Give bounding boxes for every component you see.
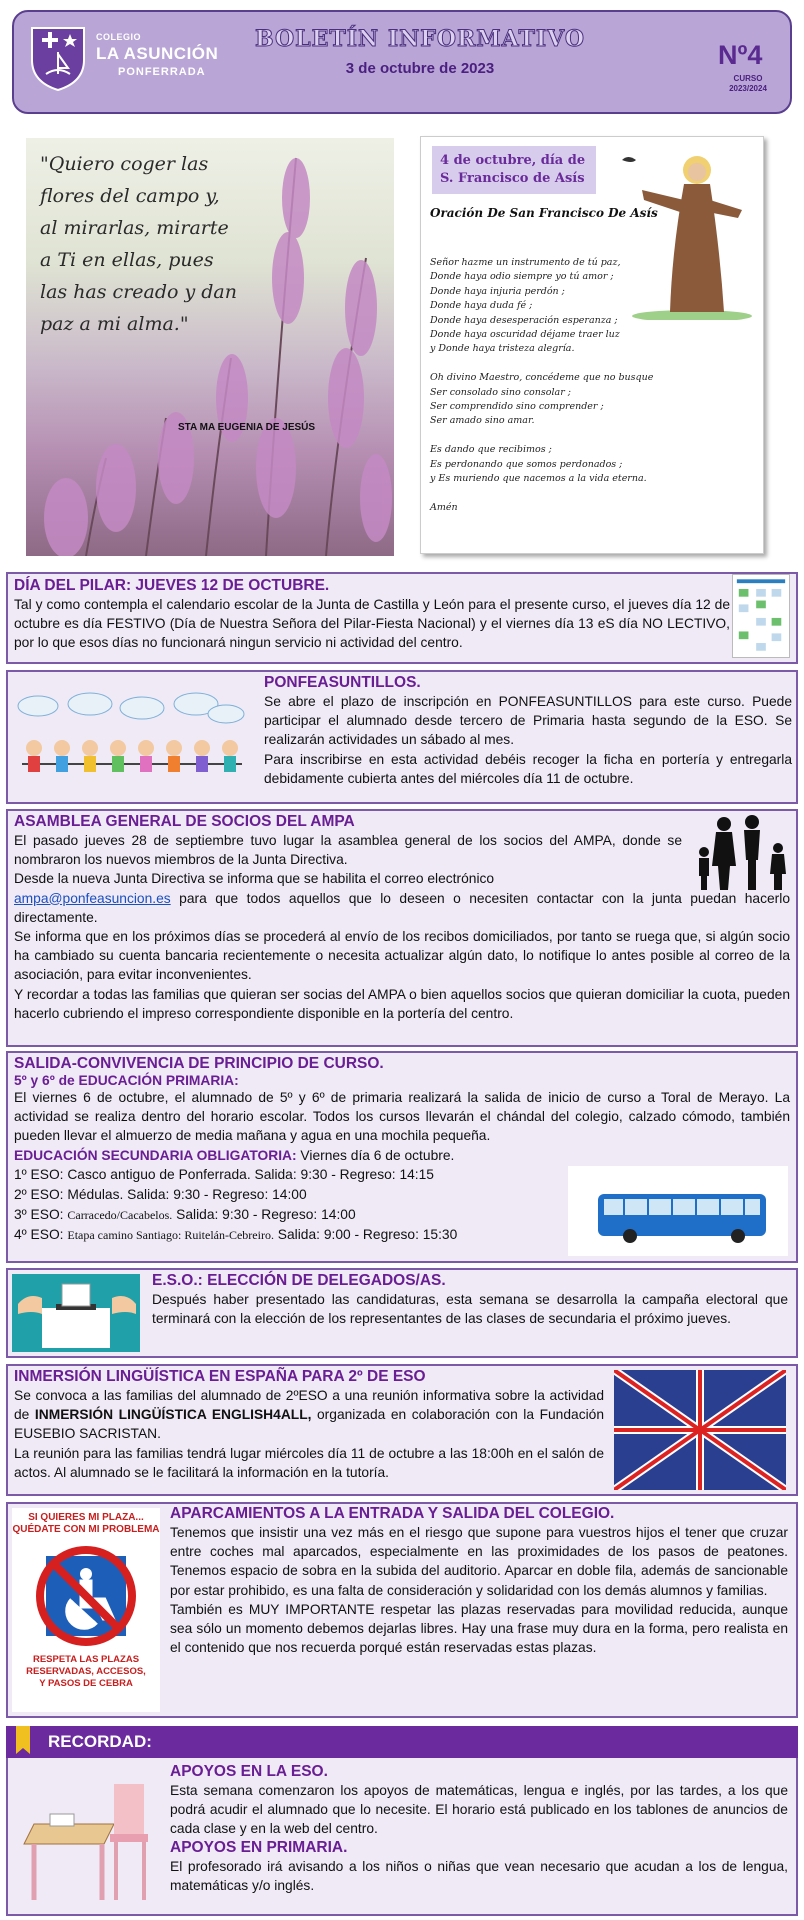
curso-label: CURSO [733,74,763,83]
sign-bottom1: RESPETA LAS PLAZAS [32,1654,140,1665]
bulletin-date: 3 de octubre de 2023 [345,60,495,77]
salida-p1: El viernes 6 de octubre, el alumnado de 5º y 6º de primaria realizará la salida de inicio de curso a Toral de Merayo. La actividad se realiza dentro del horario escolar. Todos los cursos llevarán el chándal del colegio, calzado cómodo, también pueden llevar el almuerzo de media mañana y agua en una mochila pequeña. [14,1090,790,1144]
pilar-content [14,577,730,653]
ampa-title: ASAMBLEA GENERAL DE SOCIOS DEL AMPA [14,813,355,830]
inmersion-p1b: INMERSIÓN LINGÜÍSTICA ENGLISH4ALL, [34,1407,312,1423]
ponfe-p2: Para inscribirse en esta actividad debéis recoger la ficha en portería y entregarla debidamente cubierta antes del miércoles día 11 de octubre. [264,751,792,786]
bulletin-title: BOLETÍN INFORMATIVO [254,26,586,52]
parking-sign [12,1508,160,1712]
eso-trip-place: Carracedo/Cacabelos. [67,1208,173,1223]
prayer-line: Donde haya desesperación esperanza ; [430,314,618,326]
eso-content [152,1272,788,1328]
logo-colegio: COLEGIO [96,32,142,42]
ampa-p3: Se informa que en los próximos días se procederá al envío de los recibos domiciliados, por tanto se ruega que, si algún socio ha cambiado su cuenta bancaria recientemente o necesita actualizar algún dato, lo notifique lo antes posible al correo de la asociación, para evitar inconvenientes. [14,929,790,983]
logo-city: PONFERRADA [118,66,206,78]
parking-p1: Tenemos que insistir una vez más en el riesgo que supone para vuestros hijos el tener que cruzar entre coches mal aparcados, especialmente en las proximidades de los pasos de peatones. Tenemos espacio de sobra en la subida del auditorio. Aparcar en doble fila, además de sancionable por estar prohibido, es una falta de consideración y solidaridad con los demás alumnos y familias. [170,1525,788,1598]
hero-quote: "Quiero coger las flores del campo y, al mirarlas, mirarte a Ti en ellas, pues las has creado y dan paz a mi alma." [40,153,237,335]
inmersion-p1a: Se convoca a las familias del alumnado de 2ºESO a una reunión informativa sobre la actividad de [14,1388,604,1423]
prayer-line: Donde haya oscuridad déjame traer luz [430,329,620,341]
ampa-p2a: Desde la nueva Junta Directiva se informa que se habilita el correo electrónico [14,871,495,887]
eso-trip-times: Salida: 9:30 - Regreso: 14:00 [172,1207,356,1223]
bookmark-icon [14,1726,32,1758]
eso-trip-course: 4º ESO: [14,1227,68,1243]
school-shield-icon [28,24,88,92]
eso-trip-times: Salida: 9:30 - Regreso: 14:00 [123,1187,307,1203]
recordad-p2: El profesorado irá avisando a los niños o niñas que vean necesario que acudan a los de lengua, matemáticas y/o inglés. [170,1858,788,1893]
sign-bottom3: Y PASOS DE CEBRA [39,1678,133,1689]
sign-top [12,1512,160,1536]
ampa-email-link[interactable]: ampa@ponfeasuncion.es [14,890,171,906]
salida-eso-date: Viernes día 6 de octubre. [296,1147,455,1163]
no-parking-disabled-icon [34,1544,138,1648]
ampa-p2b: para que todos aquellos que lo deseen o necesiten contactar con la junta puedan hacerlo directamente. [14,890,790,925]
salida-title: SALIDA-CONVIVENCIA DE PRINCIPIO DE CURSO. [14,1055,384,1072]
prayer-line: Es dando que recibimos ; [430,444,552,456]
saint-day-label [432,146,596,194]
ponfe-content [264,674,792,788]
inmersion-p1 [14,1386,604,1444]
saint-day-line1: 4 de octubre, día de [440,153,586,168]
salida-eso-line [14,1146,790,1165]
ballot-box-icon [12,1274,140,1352]
quote-author: STA MA EUGENIA DE JESÚS [178,422,316,433]
prayer-line [430,486,730,500]
prayer-line: Oh divino Maestro, concédeme que no busque [430,372,654,384]
prayer-line: Señor hazme un instrumento de tú paz, [430,257,621,268]
union-jack-flags-icon [614,1370,786,1490]
prayer-line: Ser consolado sino consolar ; [430,386,571,398]
sign-bottom [12,1654,160,1690]
sign-bottom2: RESERVADAS, ACCESOS, [26,1666,146,1677]
ampa-content [14,813,790,1023]
prayer-text [430,256,730,515]
eso-trip-times: Salida: 9:30 - Regreso: 14:15 [250,1166,434,1182]
prayer-line: Donde haya duda fé ; [430,300,533,312]
recordad-t2: APOYOS EN PRIMARIA. [170,1838,348,1856]
salida-sub-eso: EDUCACIÓN SECUNDARIA OBLIGATORIA: [14,1147,297,1163]
ampa-p2 [14,869,682,888]
recordad-label: RECORDAD: [48,1732,152,1751]
eso-title: E.S.O.: ELECCIÓN DE DELEGADOS/AS. [152,1272,446,1289]
prayer-line: y Es muriendo que nacemos a la vida eterna. [430,473,647,485]
curso-year: 2023/2024 [729,84,767,93]
eso-trip-course: 2º ESO: Médulas. [14,1187,124,1203]
children-clouds-icon [12,684,252,796]
sign-top1: SI QUIERES MI PLAZA... [28,1512,144,1523]
logo-school-name: LA ASUNCIÓN [96,44,219,63]
parking-content [170,1505,788,1657]
pilar-body: Tal y como contempla el calendario escolar de la Junta de Castilla y León para el presente curso, el jueves día 12 de octubre es día FESTIVO (Día de Nuestra Señora del Pilar-Fiesta Nacional) y el viernes día 13 eS día NO LECTIVO, por lo que esos días no funcionará ningun servicio ni actividad del centro. [14,597,730,651]
eso-body: Después haber presentado las candidaturas, esta semana se desarrolla la campaña electoral que terminará con la elección de los representantes de las clases de secundaria el próximo jueves. [152,1292,788,1327]
inmersion-p1c: organizada en colaboración con la Fundación EUSEBIO SACRISTAN. [14,1407,605,1442]
parking-title: APARCAMIENTOS A LA ENTRADA Y SALIDA DEL COLEGIO. [170,1505,615,1522]
ponfe-title: PONFEASUNTILLOS. [264,674,421,691]
parking-p2: También es MUY IMPORTANTE respetar las plazas reservadas para movilidad reducida, aunque sea sólo un momento debemos dejarlas libres. Hay una frase muy dura en la forma, pero realista en el contenido que nos recuerda porqué están reservadas estas plazas. [170,1601,788,1656]
bus-icon [568,1166,788,1256]
prayer-line: Es perdonando que somos perdonados ; [430,458,623,470]
calendar-icon [732,574,790,658]
inmersion-title: INMERSIÓN LINGÜÍSTICA EN ESPAÑA PARA 2º DE ESO [14,1368,426,1385]
course-year [718,74,778,94]
recordad-content [170,1763,788,1895]
prayer-line [430,357,730,371]
eso-trip-course: 1º ESO: Casco antiguo de Ponferrada. [14,1166,251,1182]
prayer-line: Donde haya injuria perdón ; [430,285,565,297]
saint-day-line2: S. Francisco de Asís [440,171,585,186]
eso-trip-course: 3º ESO: [14,1207,68,1223]
prayer-line: Ser comprendido sino comprender ; [430,401,604,413]
inmersion-content [14,1368,604,1482]
prayer-line: Amén [430,501,458,513]
ampa-p1: El pasado jueves 28 de septiembre tuvo lugar la asamblea general de los socios del AMPA, donde se nombraron los nuevos miembros de la Junta Directiva. [14,833,682,868]
inmersion-p2: La reunión para las familias tendrá lugar miércoles día 11 de octubre a las 18:00h en el salón de actos. Al alumnado se le facilitará la información en la tutoría. [14,1445,604,1480]
recordad-p1: Esta semana comenzaron los apoyos de matemáticas, lengua e inglés, por las tardes, a los que podrá acudir el alumnado que lo necesite. El horario está publicado en los tablones de anuncios de cada clase y en la web del centro. [170,1783,788,1837]
ponfe-p1: Se abre el plazo de inscripción en PONFEASUNTILLOS para este curso. Puede participar el alumnado desde tercero de Primaria hasta segundo de la ESO. Se realizarán actividades un sábado al mes. [264,694,792,748]
prayer-line: Donde haya odio siempre yo tú amor ; [430,271,614,283]
prayer-line: y Donde haya tristeza alegría. [430,343,575,355]
pilar-title: DÍA DEL PILAR: JUEVES 12 DE OCTUBRE. [14,577,330,594]
salida-sub-primaria: 5º y 6º de EDUCACIÓN PRIMARIA: [14,1073,239,1088]
prayer-line: Ser amado sino amar. [430,415,535,427]
school-desk-icon [14,1764,154,1910]
eso-trip-place: Etapa camino Santiago: Ruitelán-Cebreiro. [67,1228,274,1243]
ampa-p4: Y recordar a todas las familias que quieran ser socias del AMPA o bien aquellos socios que quieran domiciliar la cuota, pueden hacerlo cubriendo el impreso correspondiente disponible en la portería del centro. [14,986,790,1021]
recordad-t1: APOYOS EN LA ESO. [170,1763,328,1780]
ampa-p2-cont [14,889,790,927]
eso-trip-times: Salida: 9:00 - Regreso: 15:30 [273,1227,458,1243]
sign-top2: QUÉDATE CON MI PROBLEMA [12,1524,160,1535]
prayer-line [430,429,730,443]
bulletin-number: Nº4 [718,40,763,70]
prayer-title: Oración De San Francisco De Asís [430,206,658,220]
